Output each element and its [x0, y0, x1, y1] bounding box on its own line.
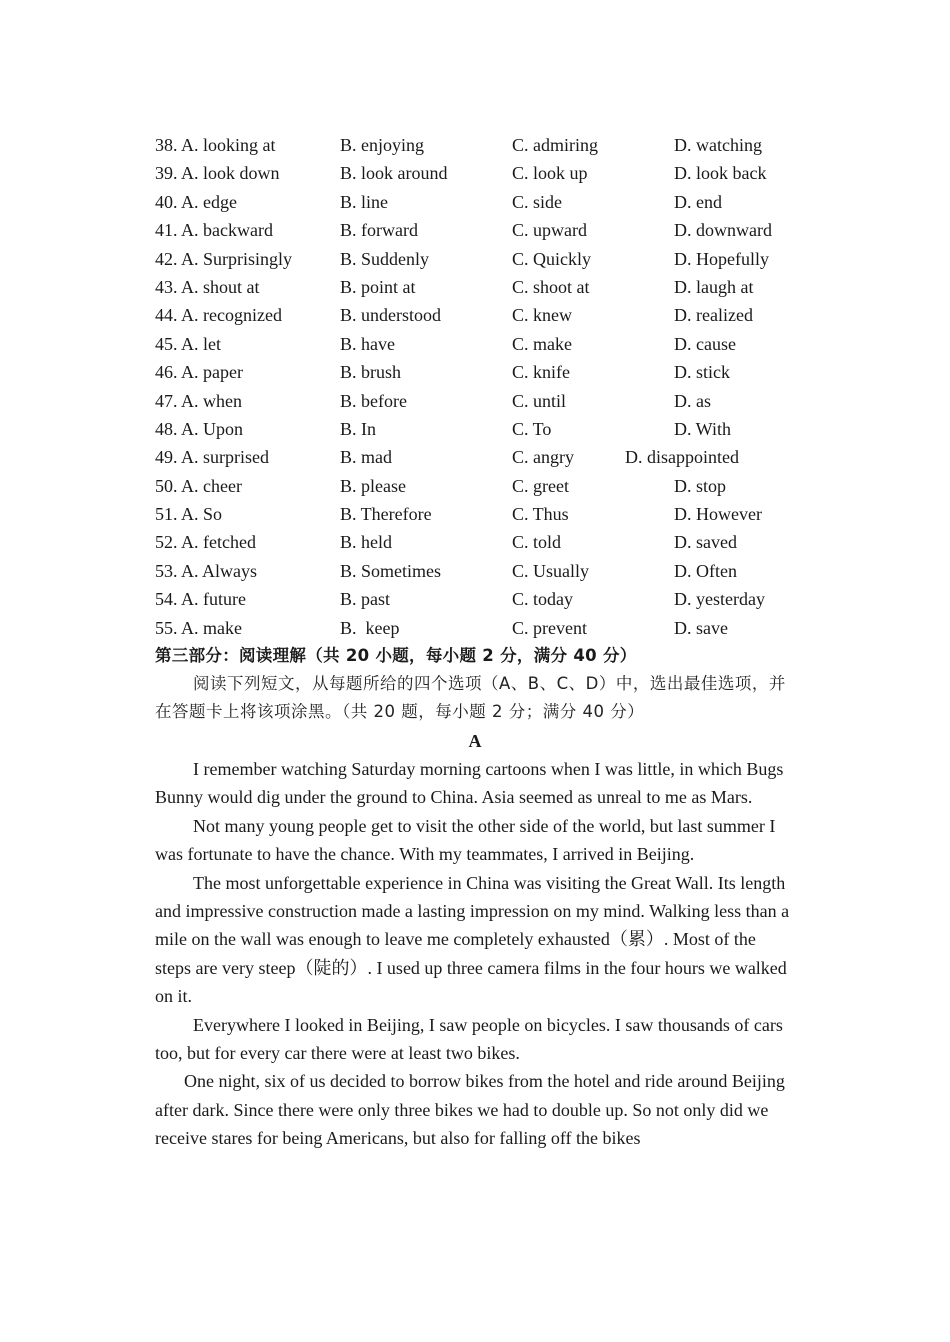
option-d: D. With	[674, 418, 731, 439]
option-b: B. Therefore	[340, 504, 432, 525]
question-row-47	[155, 387, 795, 415]
option-c: C. make	[512, 333, 572, 354]
option-c: C. admiring	[512, 135, 598, 155]
option-c: C. angry	[512, 447, 574, 468]
option-c: C. knife	[512, 362, 570, 383]
option-a: 50. A. cheer	[155, 475, 242, 496]
option-c: C. prevent	[512, 617, 587, 638]
option-d: D. yesterday	[674, 589, 765, 610]
question-row-53	[155, 557, 795, 585]
passage-paragraph: I remember watching Saturday morning cartoons when I was little, in which Bugs Bunny would dig under the ground to China. Asia seemed as unreal to me as Mars.	[155, 759, 784, 808]
option-d: D. save	[674, 617, 728, 638]
question-row-54	[155, 585, 795, 613]
option-c: C. today	[512, 589, 573, 610]
option-c: C. told	[512, 532, 562, 553]
option-b: B. before	[340, 390, 407, 411]
option-b: B. mad	[340, 447, 392, 468]
question-row-52	[155, 528, 795, 556]
option-d: D. Hopefully	[674, 248, 769, 269]
option-a: 40. A. edge	[155, 191, 237, 212]
option-a: 38. A. looking at	[155, 135, 276, 155]
option-b: B. In	[340, 418, 376, 439]
option-b: B. look around	[340, 163, 448, 184]
option-a: 39. A. look down	[155, 163, 280, 184]
option-a: 42. A. Surprisingly	[155, 248, 293, 269]
section-heading: 第三部分：阅读理解（共 20 小题，每小题 2 分，满分 40 分）	[155, 646, 637, 665]
option-a: 45. A. let	[155, 333, 221, 354]
option-b: B. keep	[340, 617, 400, 638]
option-b: B. please	[340, 475, 406, 496]
question-row-42	[155, 245, 795, 273]
question-row-40	[155, 188, 795, 216]
option-c: C. Usually	[512, 560, 590, 581]
option-c: C. Quickly	[512, 248, 591, 269]
option-b: B. forward	[340, 220, 418, 241]
option-a: 44. A. recognized	[155, 305, 282, 326]
question-row-43	[155, 273, 795, 301]
option-c: C. look up	[512, 163, 588, 184]
instructions: 阅读下列短文，从每题所给的四个选项（A、B、C、D）中，选出最佳选项，并在答题卡上将该项涂黑。（共 20 题，每小题 2 分；满分 40 分）	[155, 674, 786, 722]
option-b: B. past	[340, 589, 391, 610]
option-d: D. stick	[674, 362, 730, 383]
option-a: 54. A. future	[155, 589, 246, 610]
option-b: B. understood	[340, 305, 441, 326]
passage-paragraph: Not many young people get to visit the other side of the world, but last summer I was fortunate to have the chance. With my teammates, I arrived in Beijing.	[155, 815, 776, 865]
option-d: D. look back	[674, 163, 767, 184]
reading-passage	[155, 755, 795, 1153]
passage-paragraph: The most unforgettable experience in China was visiting the Great Wall. Its length and impressive construction made a lasting impression on my mind. Walking less than a mile on the wall was enough to leave me completely exhausted（累）. Most of the steps are very steep（陡的）. I used up three camera films in the four hours we walked on it.	[155, 872, 790, 1007]
question-row-49	[155, 443, 795, 471]
option-a: 43. A. shout at	[155, 276, 260, 297]
question-row-50	[155, 472, 795, 500]
option-c: C. until	[512, 390, 567, 411]
option-d: D. downward	[674, 220, 772, 241]
option-b: B. line	[340, 191, 388, 212]
option-d: D. end	[674, 191, 722, 212]
option-d: D. watching	[674, 135, 762, 155]
option-a: 52. A. fetched	[155, 532, 256, 553]
question-row-46	[155, 358, 795, 386]
option-d: D. as	[674, 390, 711, 411]
question-row-41	[155, 216, 795, 244]
option-d: D. laugh at	[674, 276, 754, 297]
question-row-44	[155, 301, 795, 329]
option-c: C. side	[512, 191, 563, 212]
question-row-48	[155, 415, 795, 443]
option-c: C. greet	[512, 475, 569, 496]
option-d: D. However	[674, 504, 762, 525]
option-d: D. realized	[674, 305, 753, 326]
option-d: D. cause	[674, 333, 736, 354]
option-a: 51. A. So	[155, 504, 223, 525]
option-c: C. upward	[512, 220, 587, 241]
option-c: C. shoot at	[512, 276, 590, 297]
passage-paragraph: Everywhere I looked in Beijing, I saw people on bicycles. I saw thousands of cars too, but for every car there were at least two bikes.	[155, 1014, 783, 1064]
option-b: B. brush	[340, 362, 402, 383]
option-b: B. enjoying	[340, 135, 424, 155]
passage-letter: A	[468, 731, 482, 751]
option-b: B. held	[340, 532, 392, 553]
option-d: D. Often	[674, 560, 737, 581]
option-a: 41. A. backward	[155, 220, 273, 241]
question-row-38	[155, 131, 795, 159]
option-a: 47. A. when	[155, 390, 242, 411]
option-a: 55. A. make	[155, 617, 242, 638]
question-row-45	[155, 330, 795, 358]
option-d: D. stop	[674, 475, 727, 496]
question-row-55	[155, 614, 795, 642]
option-d: D. disappointed	[625, 447, 739, 468]
option-b: B. point at	[340, 276, 416, 297]
option-b: B. Sometimes	[340, 560, 442, 581]
option-a: 48. A. Upon	[155, 418, 244, 439]
option-c: C. knew	[512, 305, 572, 326]
option-a: 49. A. surprised	[155, 447, 269, 468]
option-d: D. saved	[674, 532, 737, 553]
question-row-39	[155, 159, 795, 187]
cloze-options-table	[155, 131, 795, 642]
passage-paragraph: One night, six of us decided to borrow bikes from the hotel and ride around Beijing after dark. Since there were only three bikes we had to double up. So not only did we receive stares for being Americans, but also for falling off the bikes	[155, 1071, 785, 1149]
option-c: C. To	[512, 418, 552, 439]
option-a: 46. A. paper	[155, 362, 243, 383]
option-b: B. have	[340, 333, 395, 354]
option-c: C. Thus	[512, 504, 569, 525]
question-row-51	[155, 500, 795, 528]
option-b: B. Suddenly	[340, 248, 430, 269]
option-a: 53. A. Always	[155, 560, 258, 581]
